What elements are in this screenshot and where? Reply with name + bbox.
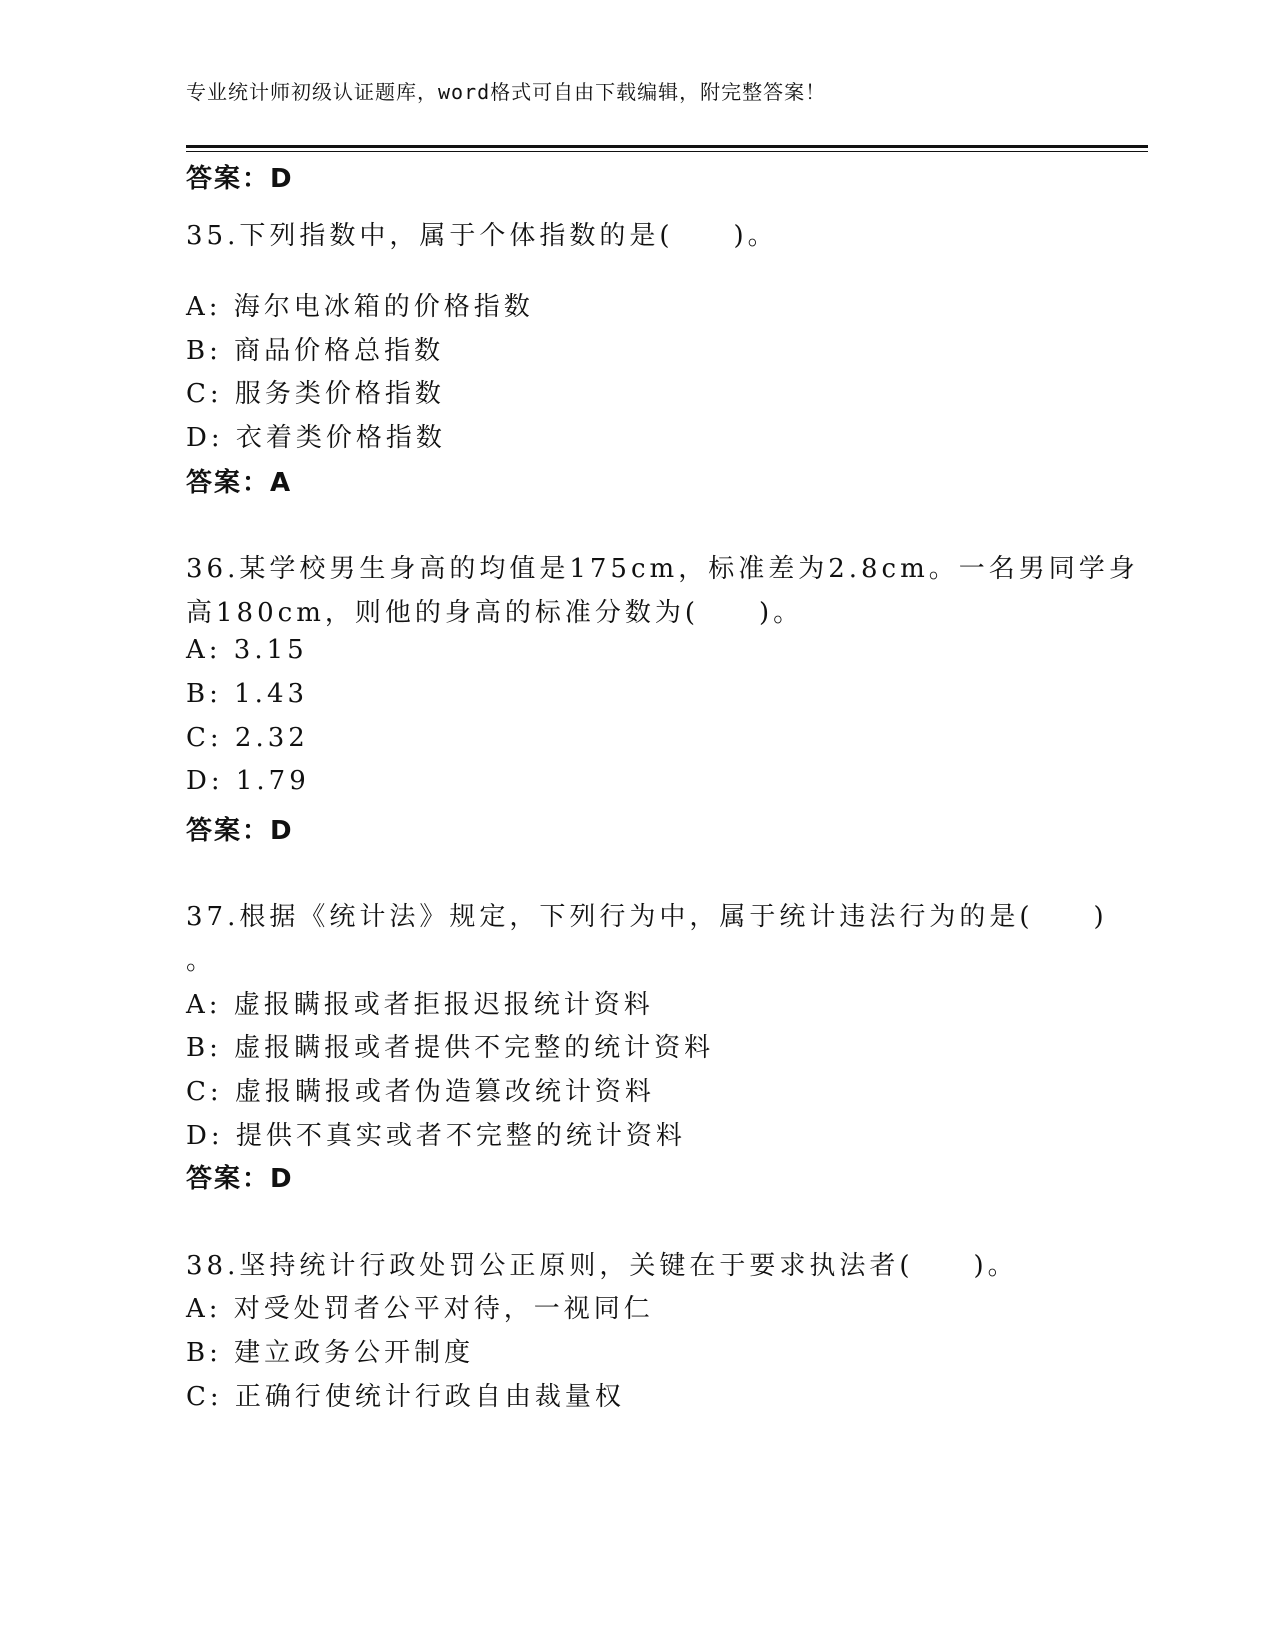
question-35-option-c: C: 服务类价格指数 [186,379,445,409]
question-37-stem-line2: 。 [186,946,217,976]
question-36-stem-line2: 高180cm，则他的身高的标准分数为( )。 [186,598,804,628]
question-36-option-a: A: 3.15 [186,635,308,665]
question-36-option-b: B: 1.43 [186,679,309,709]
question-35-option-b: B: 商品价格总指数 [186,336,445,366]
question-38-option-b: B: 建立政务公开制度 [186,1338,475,1368]
header-rule-thin [186,151,1148,152]
header-rule-thick [186,145,1148,148]
page-header: 专业统计师初级认证题库，word格式可自由下载编辑，附完整答案！ [186,80,827,104]
answer-prev: 答案：D [186,164,294,194]
question-38-stem: 38.坚持统计行政处罚公正原则，关键在于要求执法者( )。 [186,1251,1018,1281]
question-35-option-a: A: 海尔电冰箱的价格指数 [186,292,534,322]
question-38-option-a: A: 对受处罚者公平对待，一视同仁 [186,1294,654,1324]
question-37-option-d: D: 提供不真实或者不完整的统计资料 [186,1121,686,1151]
question-35-option-d: D: 衣着类价格指数 [186,423,446,453]
question-36-stem-line1: 36.某学校男生身高的均值是175cm，标准差为2.8cm。一名男同学身 [186,554,1139,584]
question-36-option-c: C: 2.32 [186,723,309,753]
question-36-option-d: D: 1.79 [186,766,310,796]
question-37-answer: 答案：D [186,1164,294,1194]
question-37-option-a: A: 虚报瞒报或者拒报迟报统计资料 [186,990,654,1020]
question-37-stem-line1: 37.根据《统计法》规定，下列行为中，属于统计违法行为的是( ) [186,902,1108,932]
question-35-answer: 答案：A [186,468,293,498]
question-35-stem: 35.下列指数中，属于个体指数的是( )。 [186,221,778,251]
question-36-answer: 答案：D [186,816,294,846]
question-37-option-c: C: 虚报瞒报或者伪造篡改统计资料 [186,1077,655,1107]
question-38-option-c: C: 正确行使统计行政自由裁量权 [186,1382,625,1412]
question-37-option-b: B: 虚报瞒报或者提供不完整的统计资料 [186,1033,715,1063]
